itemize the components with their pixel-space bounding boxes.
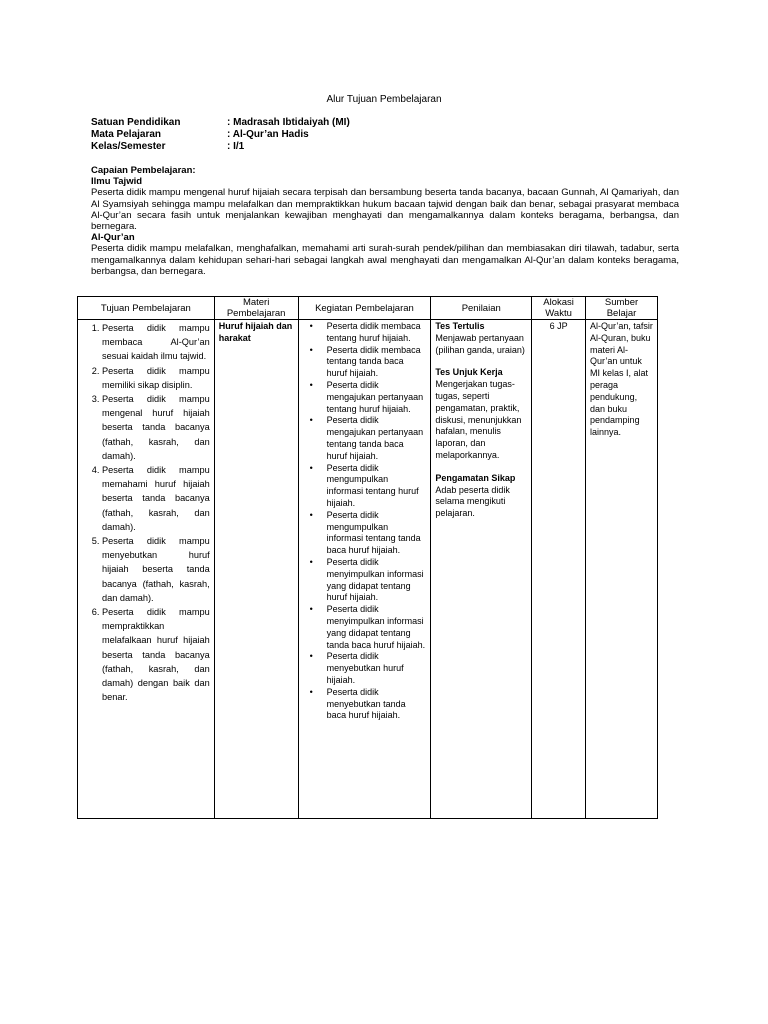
list-item: • Peserta didik menyimpulkan informasi yang didapat tentang tanda baca huruf hijaiah.: [327, 604, 427, 651]
materi-text: Huruf hijaiah dan harakat: [218, 321, 293, 343]
cell-materi: [214, 320, 298, 819]
spacer: [435, 462, 527, 473]
tujuan-list: [82, 321, 210, 704]
header-kegiatan: Kegiatan Pembelajaran: [298, 297, 431, 320]
cell-tujuan: [78, 320, 215, 819]
list-item: • Peserta didik membaca tentang tanda baca huruf hijaiah.: [327, 345, 427, 380]
learning-flow-table: [77, 296, 658, 819]
meta-row: [91, 141, 350, 153]
identity-block: [91, 117, 350, 153]
list-item: 5. Peserta didik mampu menyebutkan huruf hijaiah beserta tanda bacanya (fathah, kasrah, dan damah).: [102, 534, 210, 605]
header-sumber: Sumber Belajar: [586, 297, 658, 320]
document-title: Alur Tujuan Pembelajaran: [326, 94, 442, 105]
tajwid-paragraph: Peserta didik mampu mengenal huruf hijaiah secara terpisah dan bersambung beserta tanda bacanya, bacaan Gunnah, Al Qamariyah, dan Al Syamsiyah sehingga mampu melafalkan dan mempraktikkan hukum bacaan tajwid dengan baik dan benar, sebagai prasyarat membaca Al-Qur’an secara fasih untuk menjalankan kewajiban menghayati dan mengamalkannya dalam konteks beragama, berbangsa, dan bernegara.: [91, 187, 679, 233]
header-penilaian: Penilaian: [431, 297, 532, 320]
tajwid-heading: Ilmu Tajwid: [91, 176, 143, 188]
quran-heading: Al-Qur’an: [91, 232, 135, 244]
meta-key: Kelas/Semester: [91, 141, 166, 152]
pengamatan-sikap-text: Adab peserta didik selama mengikuti pelajaran.: [435, 484, 510, 519]
list-item: • Peserta didik mengajukan pertanyaan tentang huruf hijaiah.: [327, 380, 427, 415]
cell-kegiatan: [298, 320, 431, 819]
header-alokasi: Alokasi Waktu: [532, 297, 586, 320]
list-item: • Peserta didik membaca tentang huruf hijaiah.: [327, 321, 427, 345]
list-item: • Peserta didik menyebutkan tanda baca huruf hijaiah.: [327, 687, 427, 722]
list-item: 6. Peserta didik mampu mempraktikkan melafalkaan huruf hijaiah beserta tanda bacanya (fathah, kasrah, dan damah) dengan baik dan benar.: [102, 605, 210, 704]
meta-row: [91, 129, 350, 141]
list-item: • Peserta didik menyebutkan huruf hijaiah.: [327, 651, 427, 686]
list-item: • Peserta didik mengumpulkan informasi tentang tanda baca huruf hijaiah.: [327, 510, 427, 557]
table-row: [78, 320, 658, 819]
capaian-heading: Capaian Pembelajaran:: [91, 165, 196, 176]
capaian-section: [91, 165, 679, 277]
alokasi-text: 6 JP: [549, 321, 568, 331]
cell-sumber: [586, 320, 658, 819]
cell-penilaian: [431, 320, 532, 819]
cell-alokasi: [532, 320, 586, 819]
list-item: 3. Peserta didik mampu mengenal huruf hijaiah beserta tanda bacanya (fathah, kasrah, dan damah).: [102, 392, 210, 463]
list-item: 2. Peserta didik mampu memiliki sikap disiplin.: [102, 364, 210, 392]
sumber-text: Al-Qur’an, tafsir Al-Quran, buku materi Al-Qur’an untuk MI kelas I, alat peraga pendukung, dan buku pendamping lainnya.: [590, 321, 653, 438]
list-item: • Peserta didik mengumpulkan informasi tentang huruf hijaiah.: [327, 463, 427, 510]
quran-paragraph: Peserta didik mampu melafalkan, menghafalkan, memahami arti surah-surah pendek/pilihan dan membiasakan diri tilawah, tadabur, serta mengamalkannya dalam kehidupan sehari-hari sebagai langkah awal menghayati dan mengamalkan Al-Qur’an dalam konteks beragama, berbangsa, dan bernegara.: [91, 243, 679, 277]
tes-unjuk-kerja-text: Mengerjakan tugas-tugas, seperti pengamatan, praktik, diskusi, menunjukkan hafalan, menulis laporan, dan melaporkannya.: [435, 379, 522, 460]
meta-value: : Al-Qur’an Hadis: [227, 129, 309, 140]
meta-value: : Madrasah Ibtidaiyah (MI): [227, 117, 350, 128]
pengamatan-sikap-heading: Pengamatan Sikap: [435, 472, 516, 483]
meta-value: : I/1: [227, 141, 245, 152]
header-tujuan: Tujuan Pembelajaran: [78, 297, 215, 320]
meta-key: Mata Pelajaran: [91, 129, 162, 140]
meta-key: Satuan Pendidikan: [91, 117, 181, 128]
list-item: • Peserta didik menyimpulkan informasi yang didapat tentang huruf hijaiah.: [327, 557, 427, 604]
list-item: 4. Peserta didik mampu memahami huruf hijaiah beserta tanda bacanya (fathah, kasrah, dan damah).: [102, 463, 210, 534]
meta-row: [91, 117, 350, 129]
table-header-row: [78, 297, 658, 320]
header-materi: Materi Pembelajaran: [214, 297, 298, 320]
tes-tertulis-heading: Tes Tertulis: [435, 321, 485, 331]
kegiatan-list: [303, 321, 427, 722]
tes-unjuk-kerja-heading: Tes Unjuk Kerja: [435, 367, 503, 378]
list-item: 1. Peserta didik mampu membaca Al-Qur’an sesuai kaidah ilmu tajwid.: [102, 321, 210, 364]
spacer: [435, 356, 527, 367]
list-item: • Peserta didik mengajukan pertanyaan tentang tanda baca huruf hijaiah.: [327, 415, 427, 462]
tes-tertulis-text: Menjawab pertanyaan (pilihan ganda, uraian): [435, 332, 525, 355]
